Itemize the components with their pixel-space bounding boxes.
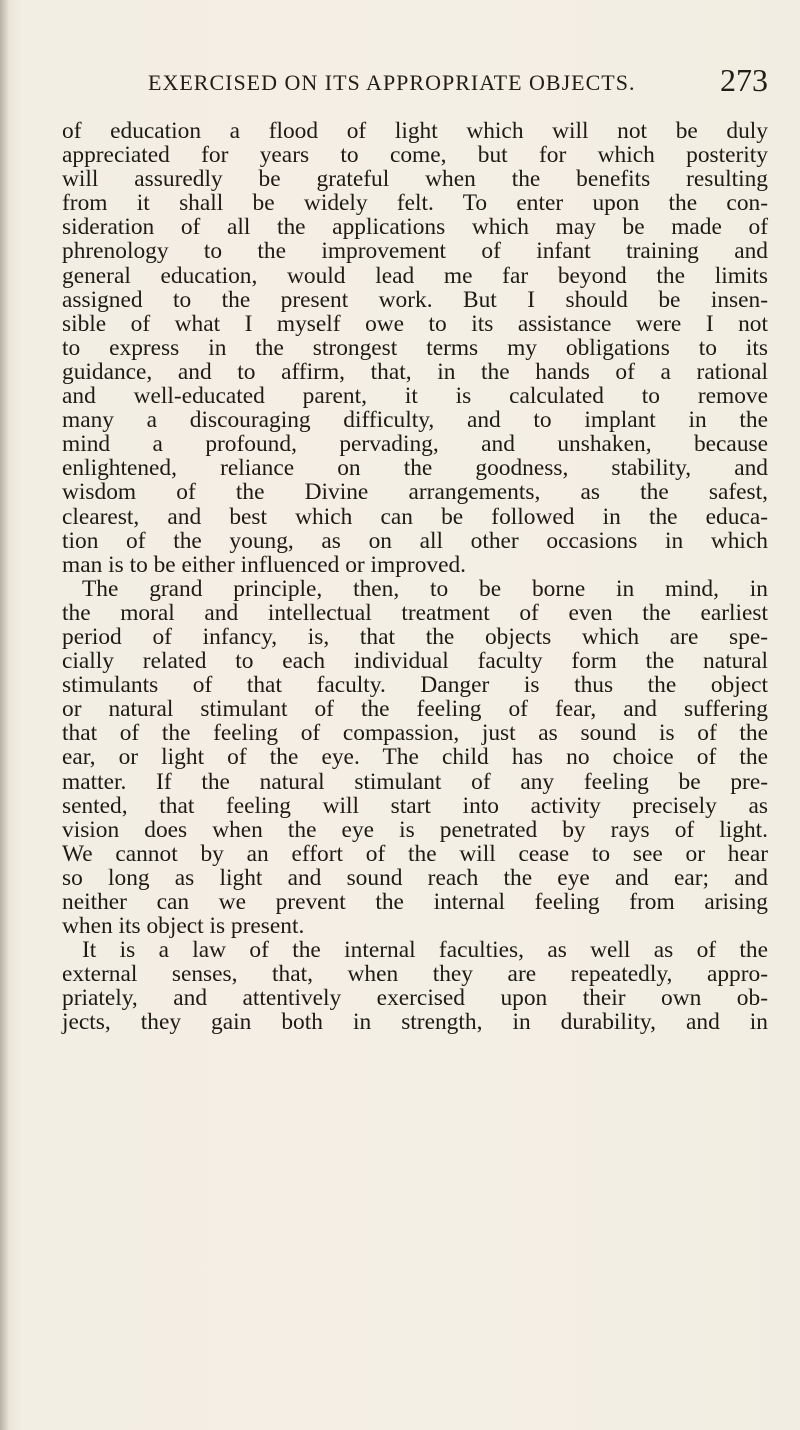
text-line: We cannot by an effort of the will cease to see or hear xyxy=(62,840,768,867)
text-line: external senses, that, when they are repeatedly, appro- xyxy=(62,961,768,988)
text-line: appreciated for years to come, but for which posterity xyxy=(62,142,768,169)
text-line: man is to be either influenced or improved. xyxy=(62,551,467,578)
text-line: general education, would lead me far beyond the limits xyxy=(62,262,768,289)
text-line: matter. If the natural stimulant of any feeling be pre- xyxy=(62,768,768,795)
text-line: that of the feeling of compassion, just as sound is of the xyxy=(62,720,768,747)
text-line: ear, or light of the eye. The child has no choice of the xyxy=(62,744,768,771)
text-line: when its object is present. xyxy=(62,913,305,940)
text-line: guidance, and to affirm, that, in the hands of a rational xyxy=(62,358,768,385)
text-line: clearest, and best which can be followed in the educa- xyxy=(62,503,768,530)
text-line: phrenology to the improvement of infant training and xyxy=(62,238,768,265)
text-line: many a discouraging difficulty, and to implant in the xyxy=(62,407,768,434)
text-line: priately, and attentively exercised upon their own ob- xyxy=(62,985,768,1012)
text-line: The grand principle, then, to be borne in mind, in xyxy=(82,575,768,602)
text-line: sented, that feeling will start into activity precisely as xyxy=(62,792,768,819)
text-line: and well-educated parent, it is calculated to remove xyxy=(62,383,768,410)
text-line: neither can we prevent the internal feeling from arising xyxy=(62,889,768,915)
text-line: vision does when the eye is penetrated by rays of light. xyxy=(62,816,768,843)
text-line: so long as light and sound reach the eye and ear; and xyxy=(62,864,768,891)
body-text xyxy=(62,119,768,1035)
running-head xyxy=(148,62,768,102)
text-line: wisdom of the Divine arrangements, as the safest, xyxy=(62,479,768,506)
running-title: EXERCISED ON ITS APPROPRIATE OBJECTS. xyxy=(148,70,636,95)
text-line: to express in the strongest terms my obligations to its xyxy=(62,334,768,361)
text-line: sible of what I myself owe to its assistance were I not xyxy=(62,310,768,337)
text-line: stimulants of that faculty. Danger is thus the object xyxy=(62,672,768,699)
text-line: cially related to each individual faculty form the natural xyxy=(62,648,768,675)
text-line: from it shall be widely felt. To enter upon the con- xyxy=(62,190,768,217)
text-line: It is a law of the internal faculties, as well as of the xyxy=(82,937,768,964)
text-line: jects, they gain both in strength, in durability, and in xyxy=(62,1009,768,1036)
text-line: the moral and intellectual treatment of even the earliest xyxy=(62,599,768,626)
text-line: tion of the young, as on all other occasions in which xyxy=(62,527,768,554)
text-line: assigned to the present work. But I should be insen- xyxy=(62,286,768,313)
text-line: will assuredly be grateful when the benefits resulting xyxy=(62,166,768,193)
page-number: 273 xyxy=(720,62,768,98)
page-binding-edge xyxy=(0,0,8,1430)
text-line: sideration of all the applications which may be made of xyxy=(62,214,768,241)
text-line: enlightened, reliance on the goodness, stability, and xyxy=(62,455,768,482)
text-line: of education a flood of light which will not be duly xyxy=(62,118,768,144)
text-line: or natural stimulant of the feeling of fear, and suffering xyxy=(62,696,768,723)
text-line: period of infancy, is, that the objects which are spe- xyxy=(62,623,768,650)
text-line: mind a profound, pervading, and unshaken, because xyxy=(62,431,768,458)
